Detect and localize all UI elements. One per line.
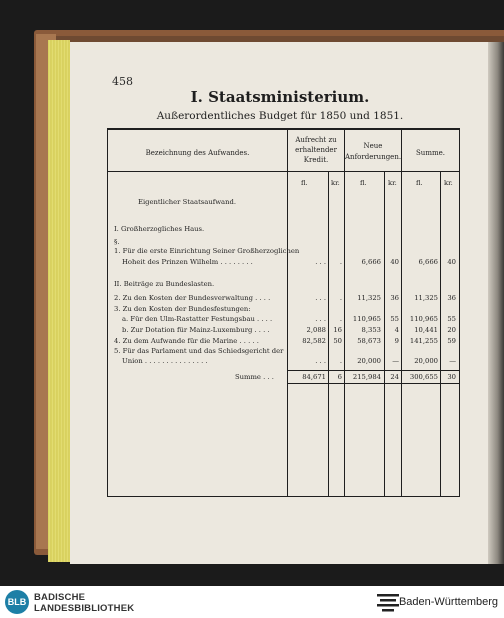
col-rule-left [107, 128, 108, 497]
col-rule-right [459, 128, 460, 497]
cell-sum-fl: 11,325 [414, 294, 438, 302]
col-rule-credit-kr [328, 172, 329, 497]
unit-credit-kr: kr. [331, 179, 340, 187]
header-credit-line1: Aufrecht zu [295, 136, 337, 144]
row-text: b. Zur Dotation für Mainz-Luxemburg . . . . [122, 326, 270, 334]
table-top-rule [107, 128, 460, 130]
unit-new-fl: fl. [360, 179, 367, 187]
bw-coat-of-arms-icon[interactable] [377, 591, 399, 613]
row-text: 5. Für das Parlament und das Schiedsgericht der [114, 347, 284, 355]
unit-sum-fl: fl. [416, 179, 423, 187]
cell-credit-fl: . . . [315, 294, 326, 302]
header-description: Bezeichnung des Aufwandes. [145, 149, 250, 157]
cell-sum-fl: 300,655 [409, 373, 438, 381]
header-total: Summe. [416, 149, 445, 157]
cell-sum-fl: 20,000 [414, 357, 438, 365]
cell-new-kr: 40 [390, 258, 399, 266]
sum-label: Summe . . . [235, 373, 274, 381]
cell-credit-kr: 6 [337, 373, 342, 381]
col-rule-sum-kr [440, 172, 441, 497]
cell-sum-kr: 20 [447, 326, 456, 334]
cell-credit-kr: 50 [333, 337, 342, 345]
cell-sum-fl: 141,255 [409, 337, 438, 345]
cell-new-fl: 110,965 [352, 315, 381, 323]
header-credit-line3: Kredit. [303, 156, 329, 164]
cell-new-kr: 24 [390, 373, 399, 381]
section-heading: II. Beiträge zu Bundeslasten. [114, 280, 215, 288]
bw-label[interactable]: Baden-Württemberg [398, 596, 498, 608]
page-title: I. Staatsministerium. [190, 88, 370, 106]
section-heading: Eigentlicher Staatsaufwand. [138, 198, 236, 206]
cell-new-fl: 11,325 [357, 294, 381, 302]
col-rule-new-kr [384, 172, 385, 497]
cell-credit-fl: 84,671 [302, 373, 326, 381]
row-text: 3. Zu den Kosten der Bundesfestungen: [114, 305, 251, 313]
cell-sum-fl: 6,666 [418, 258, 438, 266]
table-header-rule [107, 171, 460, 172]
cell-new-kr: 9 [394, 337, 399, 345]
row-text: 4. Zu dem Aufwande für die Marine . . . . . [114, 337, 259, 345]
paragraph-sign: §. [114, 238, 120, 246]
cell-credit-kr: 16 [333, 326, 342, 334]
cell-sum-kr: 30 [447, 373, 456, 381]
row-text: 2. Zu den Kosten der Bundesverwaltung . . . . [114, 294, 271, 302]
row-text: 1. Für die erste Einrichtung Seiner Großherzoglichen [114, 247, 300, 255]
cell-new-fl: 8,353 [361, 326, 381, 334]
page-shadow [488, 42, 504, 564]
unit-new-kr: kr. [388, 179, 397, 187]
cell-new-fl: 6,666 [361, 258, 381, 266]
page-edges [48, 40, 70, 562]
cell-sum-kr: 36 [447, 294, 456, 302]
cell-new-kr: 55 [390, 315, 399, 323]
cell-sum-kr: 59 [447, 337, 456, 345]
header-new-line1: Neue [363, 142, 383, 150]
cell-credit-fl: 2,088 [306, 326, 326, 334]
section-heading: I. Großherzogliches Haus. [114, 225, 205, 233]
unit-credit-fl: fl. [301, 179, 308, 187]
cell-new-fl: 215,984 [352, 373, 381, 381]
cell-sum-kr: — [449, 357, 456, 365]
cell-credit-fl: 82,582 [302, 337, 326, 345]
cell-credit-kr: . [339, 294, 342, 302]
cell-credit-kr: . [339, 357, 342, 365]
row-text: Union . . . . . . . . . . . . . . . [122, 357, 208, 365]
cell-new-kr: 4 [394, 326, 399, 334]
cell-sum-fl: 10,441 [414, 326, 438, 334]
col-rule-credit [287, 128, 288, 497]
cell-credit-fl: . . . [315, 357, 326, 365]
cell-sum-fl: 110,965 [409, 315, 438, 323]
cell-credit-kr: . [339, 258, 342, 266]
cell-credit-kr: . [339, 315, 342, 323]
page-number: 458 [112, 75, 133, 88]
blb-name-line2[interactable]: LANDESBIBLIOTHEK [34, 603, 135, 614]
cell-sum-kr: 55 [447, 315, 456, 323]
col-rule-sum [401, 128, 402, 497]
cell-credit-fl: . . . [315, 315, 326, 323]
unit-sum-kr: kr. [444, 179, 453, 187]
cell-credit-fl: . . . [315, 258, 326, 266]
header-credit-line2: erhaltender [295, 146, 337, 154]
row-text: a. Für den Ulm-Rastatter Festungsbau . . . . [122, 315, 273, 323]
header-new-line2: Anforderungen. [345, 153, 402, 161]
row-text: Hoheit des Prinzen Wilhelm . . . . . . . . [122, 258, 253, 266]
table-bottom-rule [107, 496, 460, 497]
cell-new-kr: — [392, 357, 399, 365]
blb-logo-icon[interactable]: BLB [5, 590, 29, 614]
footer-bar [0, 586, 504, 618]
page-subtitle: Außerordentliches Budget für 1850 und 1851. [156, 110, 404, 122]
cell-new-kr: 36 [390, 294, 399, 302]
cell-new-fl: 20,000 [357, 357, 381, 365]
sum-rule-bottom [287, 383, 460, 384]
cell-new-fl: 58,673 [357, 337, 381, 345]
col-rule-new [344, 128, 345, 497]
blb-name-line1[interactable]: BADISCHE [34, 592, 86, 603]
sum-rule [287, 370, 460, 371]
cell-sum-kr: 40 [447, 258, 456, 266]
